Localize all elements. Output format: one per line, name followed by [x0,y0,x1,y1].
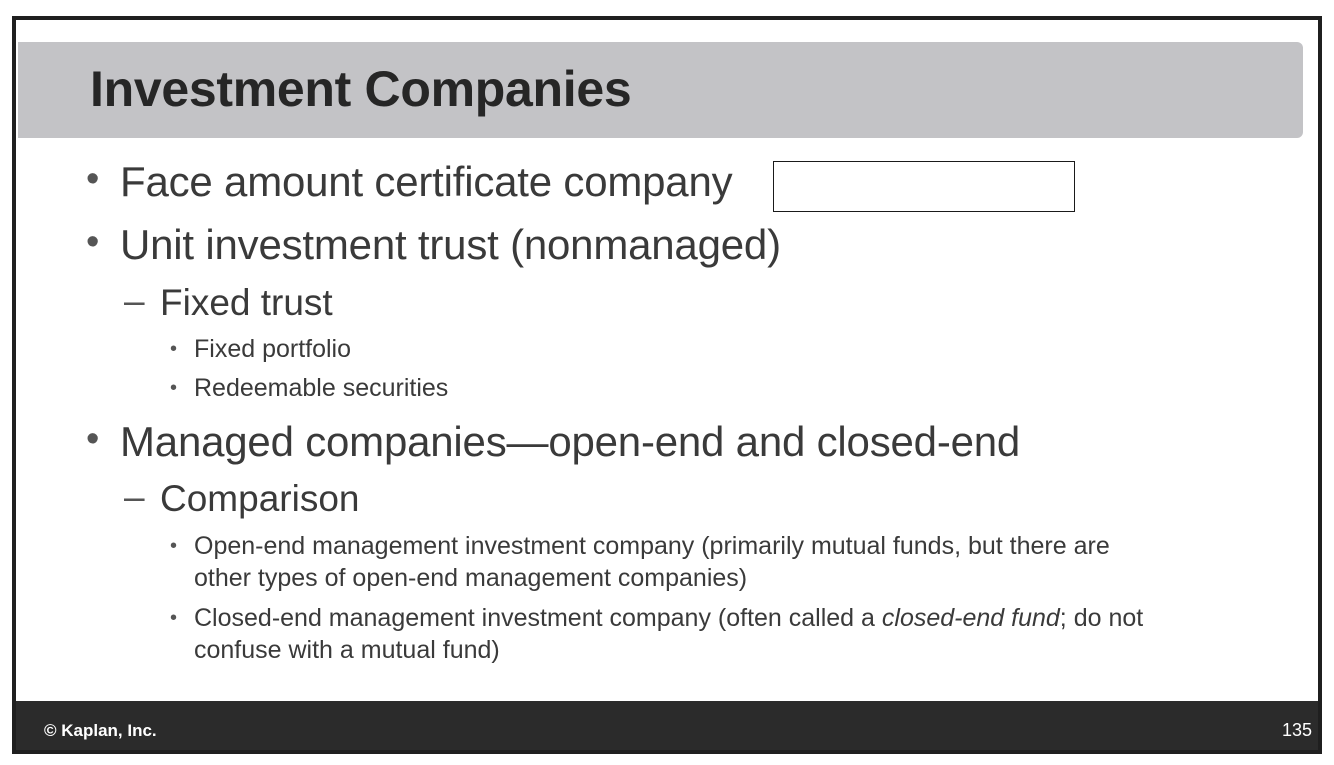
bullet-icon: • [86,158,100,200]
item-text-line2: other types of open-end management companies) [194,564,748,592]
dash-icon: – [124,280,145,321]
item-redeemable-securities [170,372,449,404]
copyright-text: © Kaplan, Inc. [44,721,157,740]
page-number: 135 [1281,720,1312,740]
item-fixed-portfolio [170,333,352,365]
bullet-face-amount [86,158,733,206]
slide-content [16,20,1318,750]
subbullet-text: Fixed trust [160,282,333,323]
bullet-unit-investment-trust [86,221,781,269]
bullet-text: Face amount certificate company [120,158,733,205]
bullet-icon: • [86,221,100,263]
bullet-icon: • [170,377,178,399]
item-text-post: ; do not [1059,604,1144,632]
bullet-icon: • [170,607,178,629]
subbullet-text: Comparison [160,478,360,519]
bullet-icon: • [170,338,178,360]
bullet-text: Unit investment trust (nonmanaged) [120,221,781,268]
item-text-line1: Open-end management investment company (primarily mutual funds, but there are [194,532,1110,560]
item-open-end [170,530,1110,594]
subbullet-fixed-trust [124,280,333,324]
item-text: Fixed portfolio [194,335,352,363]
item-closed-end [170,602,1144,666]
bullet-icon: • [170,535,178,557]
item-text-italic: closed-end fund [881,604,1060,632]
footer-bar [16,701,1318,750]
item-text-pre: Closed-end management investment company (often called a [194,604,882,632]
slide-title: Investment Companies [90,61,632,117]
dash-icon: – [124,476,145,517]
blank-answer-box [773,161,1075,212]
bullet-icon: • [86,418,100,460]
bullet-managed-companies [86,418,1021,466]
item-text: Redeemable securities [194,374,449,402]
bullet-text: Managed companies—open-end and closed-end [120,418,1021,465]
item-text-line2: confuse with a mutual fund) [194,636,500,664]
subbullet-comparison [124,476,360,520]
slide-frame [12,16,1322,754]
